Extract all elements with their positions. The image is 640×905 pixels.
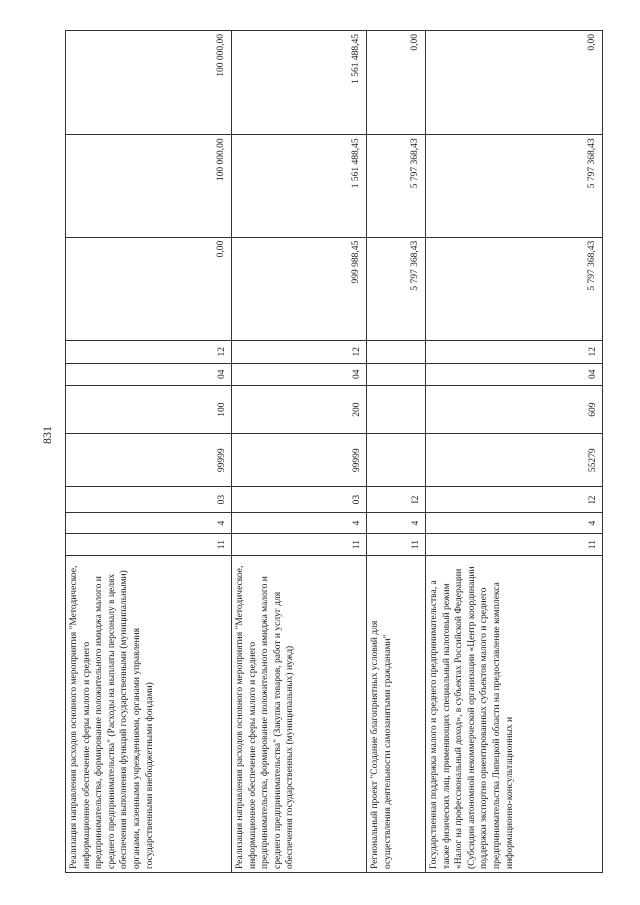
section-code: 04 bbox=[426, 363, 603, 386]
subprogram-code: 4 bbox=[367, 512, 426, 533]
amount-3: 100 000,00 bbox=[66, 31, 232, 135]
program-code: 11 bbox=[66, 534, 232, 555]
budget-table bbox=[65, 30, 603, 873]
direction-code: 99999 bbox=[66, 434, 232, 487]
subprogram-code: 4 bbox=[66, 512, 232, 533]
budget-table-sheet bbox=[65, 30, 602, 873]
amount-2: 1 561 488,45 bbox=[232, 135, 367, 237]
amount-1: 0,00 bbox=[66, 237, 232, 340]
expense-type-code: 100 bbox=[66, 386, 232, 434]
amount-2: 5 797 368,43 bbox=[367, 135, 426, 237]
event-code: 03 bbox=[232, 487, 367, 513]
row-description: Государственная поддержка малого и среднего предпринимательства, а также физических лиц, применяющих специальный налоговый режим «Налог на профессиональный доход», в субъектах Российской Федерации (Субсидии автономной некоммерческой организации «Центр координации поддержки экспортно ориентированных субъектов малого и среднего предпринимательства Липецкой области на предоставление комплекса информационно-консультационных и bbox=[426, 555, 603, 872]
table-row bbox=[66, 31, 232, 873]
expense-type-code: 609 bbox=[426, 386, 603, 434]
table-row bbox=[232, 31, 367, 873]
row-description: Реализация направления расходов основного мероприятия "Методическое, информационное обеспечение сферы малого и среднего предпринимательства, формирование положительного имиджа малого и среднего предпринимательства" (Расходы на выплаты персоналу в целях обеспечения выполнения функций государственными (муниципальными) органами, казенными учреждениями, органами управления государственными внебюджетными фондами) bbox=[66, 555, 232, 872]
subsection-code: 12 bbox=[66, 341, 232, 364]
expense-type-code bbox=[367, 386, 426, 434]
subprogram-code: 4 bbox=[232, 512, 367, 533]
amount-3: 0,00 bbox=[426, 31, 603, 135]
amount-1: 5 797 368,43 bbox=[426, 237, 603, 340]
amount-3: 0,00 bbox=[367, 31, 426, 135]
section-code: 04 bbox=[232, 363, 367, 386]
section-code bbox=[367, 363, 426, 386]
subsection-code: 12 bbox=[232, 341, 367, 364]
subsection-code bbox=[367, 341, 426, 364]
subsection-code: 12 bbox=[426, 341, 603, 364]
direction-code: 99999 bbox=[232, 434, 367, 487]
subprogram-code: 4 bbox=[426, 512, 603, 533]
amount-2: 100 000,00 bbox=[66, 135, 232, 237]
program-code: 11 bbox=[232, 534, 367, 555]
amount-1: 999 988,45 bbox=[232, 237, 367, 340]
row-description: Реализация направления расходов основного мероприятия "Методическое, информационное обеспечение сферы малого и среднего предпринимательства, формирование положительного имиджа малого и среднего предпринимательства" (Закупка товаров, работ и услуг для обеспечения государственных (муниципальных) нужд) bbox=[232, 555, 367, 872]
amount-2: 5 797 368,43 bbox=[426, 135, 603, 237]
event-code: I2 bbox=[426, 487, 603, 513]
program-code: 11 bbox=[367, 534, 426, 555]
direction-code: 55279 bbox=[426, 434, 603, 487]
expense-type-code: 200 bbox=[232, 386, 367, 434]
program-code: 11 bbox=[426, 534, 603, 555]
event-code: I2 bbox=[367, 487, 426, 513]
direction-code bbox=[367, 434, 426, 487]
amount-1: 5 797 368,43 bbox=[367, 237, 426, 340]
page-number: 831 bbox=[40, 426, 54, 444]
table-row bbox=[367, 31, 426, 873]
amount-3: 1 561 488,45 bbox=[232, 31, 367, 135]
table-row bbox=[426, 31, 603, 873]
section-code: 04 bbox=[66, 363, 232, 386]
row-description: Региональный проект "Создание благоприятных условий для осуществления деятельности самозанятыми гражданами" bbox=[367, 555, 426, 872]
event-code: 03 bbox=[66, 487, 232, 513]
